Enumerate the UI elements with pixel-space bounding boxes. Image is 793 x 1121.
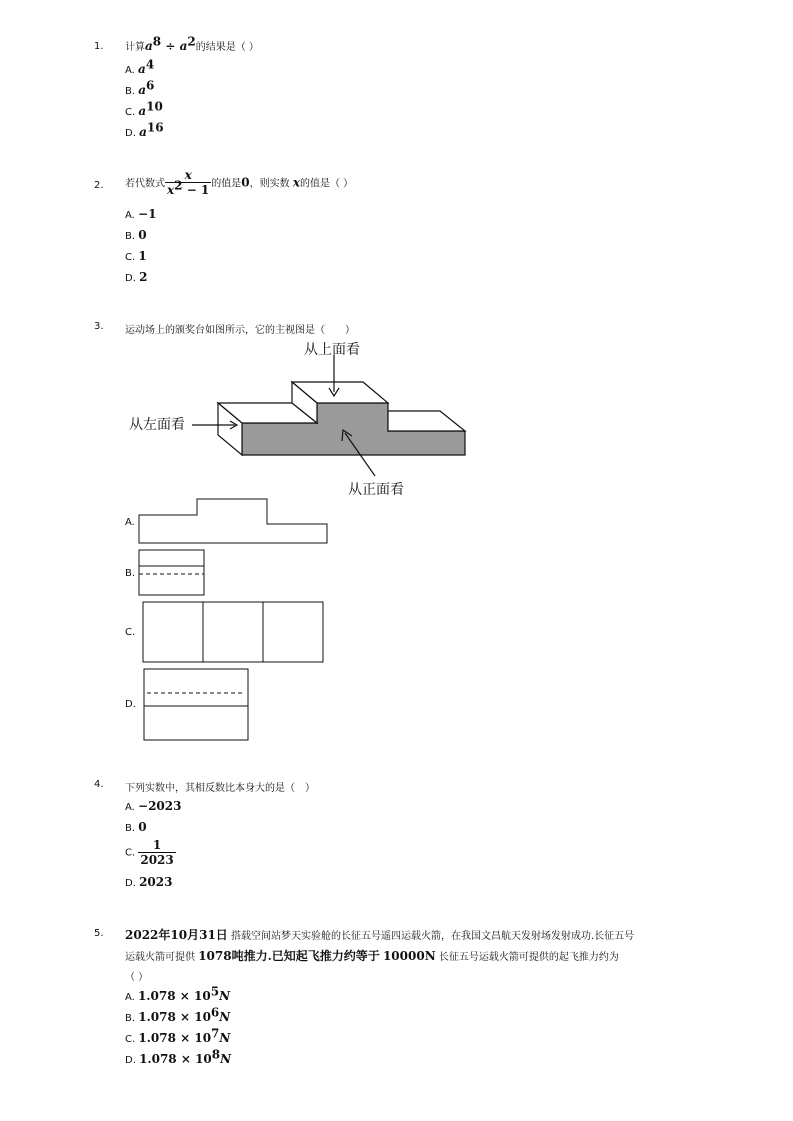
- q1-stem: [125, 34, 259, 53]
- q4-option-c: [125, 838, 176, 867]
- q2-mid2: ，则实数: [249, 178, 290, 190]
- q2-option-c-value: 1: [138, 249, 147, 263]
- q1-option-a-base: a: [138, 62, 146, 76]
- q4-option-a-value: −2023: [138, 799, 182, 813]
- q3-option-d-label: D.: [125, 699, 136, 710]
- q5-option-c: [125, 1026, 231, 1045]
- q5-line2-c: 10000N: [382, 949, 436, 963]
- q5-option-d-mantissa: 1.078 × 10: [139, 1052, 212, 1066]
- q5-line2-a: 运载火箭可提供: [125, 952, 195, 963]
- q5-option-b-exp: 6: [210, 1005, 220, 1020]
- q5-option-d-label: D.: [125, 1055, 136, 1066]
- q5-option-d-exp: 8: [211, 1047, 221, 1062]
- q4-option-d-label: D.: [125, 878, 136, 889]
- q1-option-c-label: C.: [125, 107, 136, 118]
- q1-option-b: [125, 78, 155, 97]
- podium-right-top: [388, 411, 465, 431]
- q1-option-a-label: A.: [125, 65, 135, 76]
- q3-option-a-figure: [138, 498, 330, 546]
- q5-option-a-label: A.: [125, 992, 135, 1003]
- option-a-outline: [139, 499, 327, 543]
- q1-option-b-exp: 6: [146, 78, 155, 93]
- q4-option-b-label: B.: [125, 823, 136, 834]
- q5-line1-text: 搭载空间站梦天实验舱的长征五号遥四运载火箭，在我国文昌航天发射场发射成功.长征五号: [231, 931, 635, 942]
- label-front-view: 从正面看: [348, 482, 404, 498]
- q1-exp2: 2: [187, 34, 196, 49]
- q5-line1: [125, 926, 634, 943]
- q4-option-c-label: C.: [125, 847, 136, 859]
- q4-number: 4.: [94, 779, 104, 790]
- q5-line2-d: 长征五号运载火箭可提供的起飞推力约为: [438, 952, 619, 963]
- q5-option-d-unit: N: [220, 1052, 232, 1066]
- q5-option-b-unit: N: [219, 1010, 231, 1024]
- q4-option-d: [125, 875, 172, 889]
- q2-option-c-label: C.: [125, 252, 136, 263]
- q1-option-c-exp: 10: [146, 99, 163, 114]
- q5-option-a-exp: 5: [210, 984, 220, 999]
- q4-option-a-label: A.: [125, 802, 135, 813]
- q5-option-b-mantissa: 1.078 × 10: [138, 1010, 211, 1024]
- q3-option-b-figure: [138, 549, 206, 597]
- q2-fraction: [165, 168, 211, 199]
- q5-option-c-mantissa: 1.078 × 10: [138, 1031, 212, 1045]
- q2-zero: 0: [241, 175, 250, 190]
- q2-option-d-value: 2: [139, 270, 148, 284]
- q2-mid: 的值是: [211, 178, 242, 190]
- q1-option-d-label: D.: [125, 128, 136, 139]
- q2-number: 2.: [94, 180, 104, 191]
- q5-line2: [125, 947, 619, 964]
- q3-option-d-figure: [143, 668, 251, 743]
- q2-option-d: [125, 270, 147, 284]
- q1-base-b: a: [179, 39, 188, 53]
- q2-option-b: [125, 228, 147, 242]
- q2-stem: [125, 168, 353, 199]
- option-d-outline: [144, 669, 248, 740]
- option-b-outline: [139, 550, 204, 595]
- q1-prefix: 计算: [125, 42, 145, 53]
- q2-den-rest: − 1: [182, 183, 210, 197]
- q1-option-c: [125, 99, 163, 118]
- q2-option-b-value: 0: [138, 228, 147, 242]
- q1-op: ÷: [161, 39, 180, 53]
- q1-option-d-exp: 16: [146, 120, 164, 135]
- q5-option-a-unit: N: [219, 989, 231, 1003]
- q5-option-a-mantissa: 1.078 × 10: [138, 989, 211, 1003]
- q1-option-d: [125, 120, 164, 139]
- q1-option-d-base: a: [139, 125, 147, 139]
- q4-option-a: [125, 799, 181, 813]
- q5-option-c-unit: N: [219, 1031, 231, 1045]
- q2-var: x: [292, 175, 300, 190]
- q1-option-b-label: B.: [125, 86, 136, 97]
- q3-option-b-label: B.: [125, 568, 136, 579]
- q5-option-d: [125, 1047, 232, 1066]
- q4-stem: 下列实数中，其相反数比本身大的是（ ）: [125, 783, 315, 794]
- q4-option-b-value: 0: [138, 820, 147, 834]
- q2-suffix: 的值是（ ）: [299, 178, 354, 190]
- q3-stem: 运动场上的颁奖台如图所示，它的主视图是（ ）: [125, 325, 355, 336]
- q2-frac-numerator: x: [165, 168, 211, 183]
- q3-option-c-label: C.: [125, 627, 136, 638]
- q5-line2-b: 1078吨推力.已知起飞推力约等于: [198, 949, 380, 963]
- q2-option-a: [125, 207, 156, 221]
- q5-option-c-label: C.: [125, 1034, 136, 1045]
- q4-option-c-numerator: 1: [138, 838, 175, 853]
- q1-option-a: [125, 57, 155, 76]
- q2-option-d-label: D.: [125, 273, 136, 284]
- q5-option-a: [125, 984, 231, 1003]
- q2-option-c: [125, 249, 147, 263]
- q5-number: 5.: [94, 928, 104, 939]
- q1-option-b-base: a: [138, 83, 147, 97]
- podium-figure: [120, 338, 480, 503]
- q2-prefix: 若代数式: [125, 178, 165, 190]
- q4-option-d-value: 2023: [139, 875, 173, 889]
- q1-suffix: 的结果是（ ）: [195, 42, 259, 53]
- q3-option-c-figure: [142, 601, 326, 665]
- q2-frac-denominator: [165, 178, 211, 199]
- q4-option-b: [125, 820, 147, 834]
- q2-den-base: x: [167, 183, 175, 197]
- q1-exp1: 8: [152, 34, 162, 49]
- q1-option-a-exp: 4: [145, 57, 155, 72]
- q2-option-a-label: A.: [125, 210, 135, 221]
- q3-number: 3.: [94, 321, 104, 332]
- q3-option-a-label: A.: [125, 517, 135, 528]
- q2-option-b-label: B.: [125, 231, 136, 242]
- q4-option-c-fraction: [138, 838, 175, 867]
- label-top-view: 从上面看: [304, 342, 360, 358]
- label-left-view: 从左面看: [129, 417, 185, 433]
- q2-option-a-value: −1: [138, 207, 157, 221]
- q5-date: 2022年10月31日: [125, 928, 228, 942]
- q5-option-b-label: B.: [125, 1013, 136, 1024]
- q5-option-c-exp: 7: [211, 1026, 220, 1041]
- q1-number: 1.: [94, 41, 104, 52]
- q5-option-b: [125, 1005, 231, 1024]
- q4-option-c-denominator: 2023: [140, 853, 174, 867]
- q1-option-c-base: a: [138, 104, 147, 118]
- q2-den-exp: 2: [174, 178, 183, 193]
- q1-base-a: a: [145, 39, 153, 53]
- q5-line3: （ ）: [125, 972, 149, 983]
- option-c-outline: [143, 602, 323, 662]
